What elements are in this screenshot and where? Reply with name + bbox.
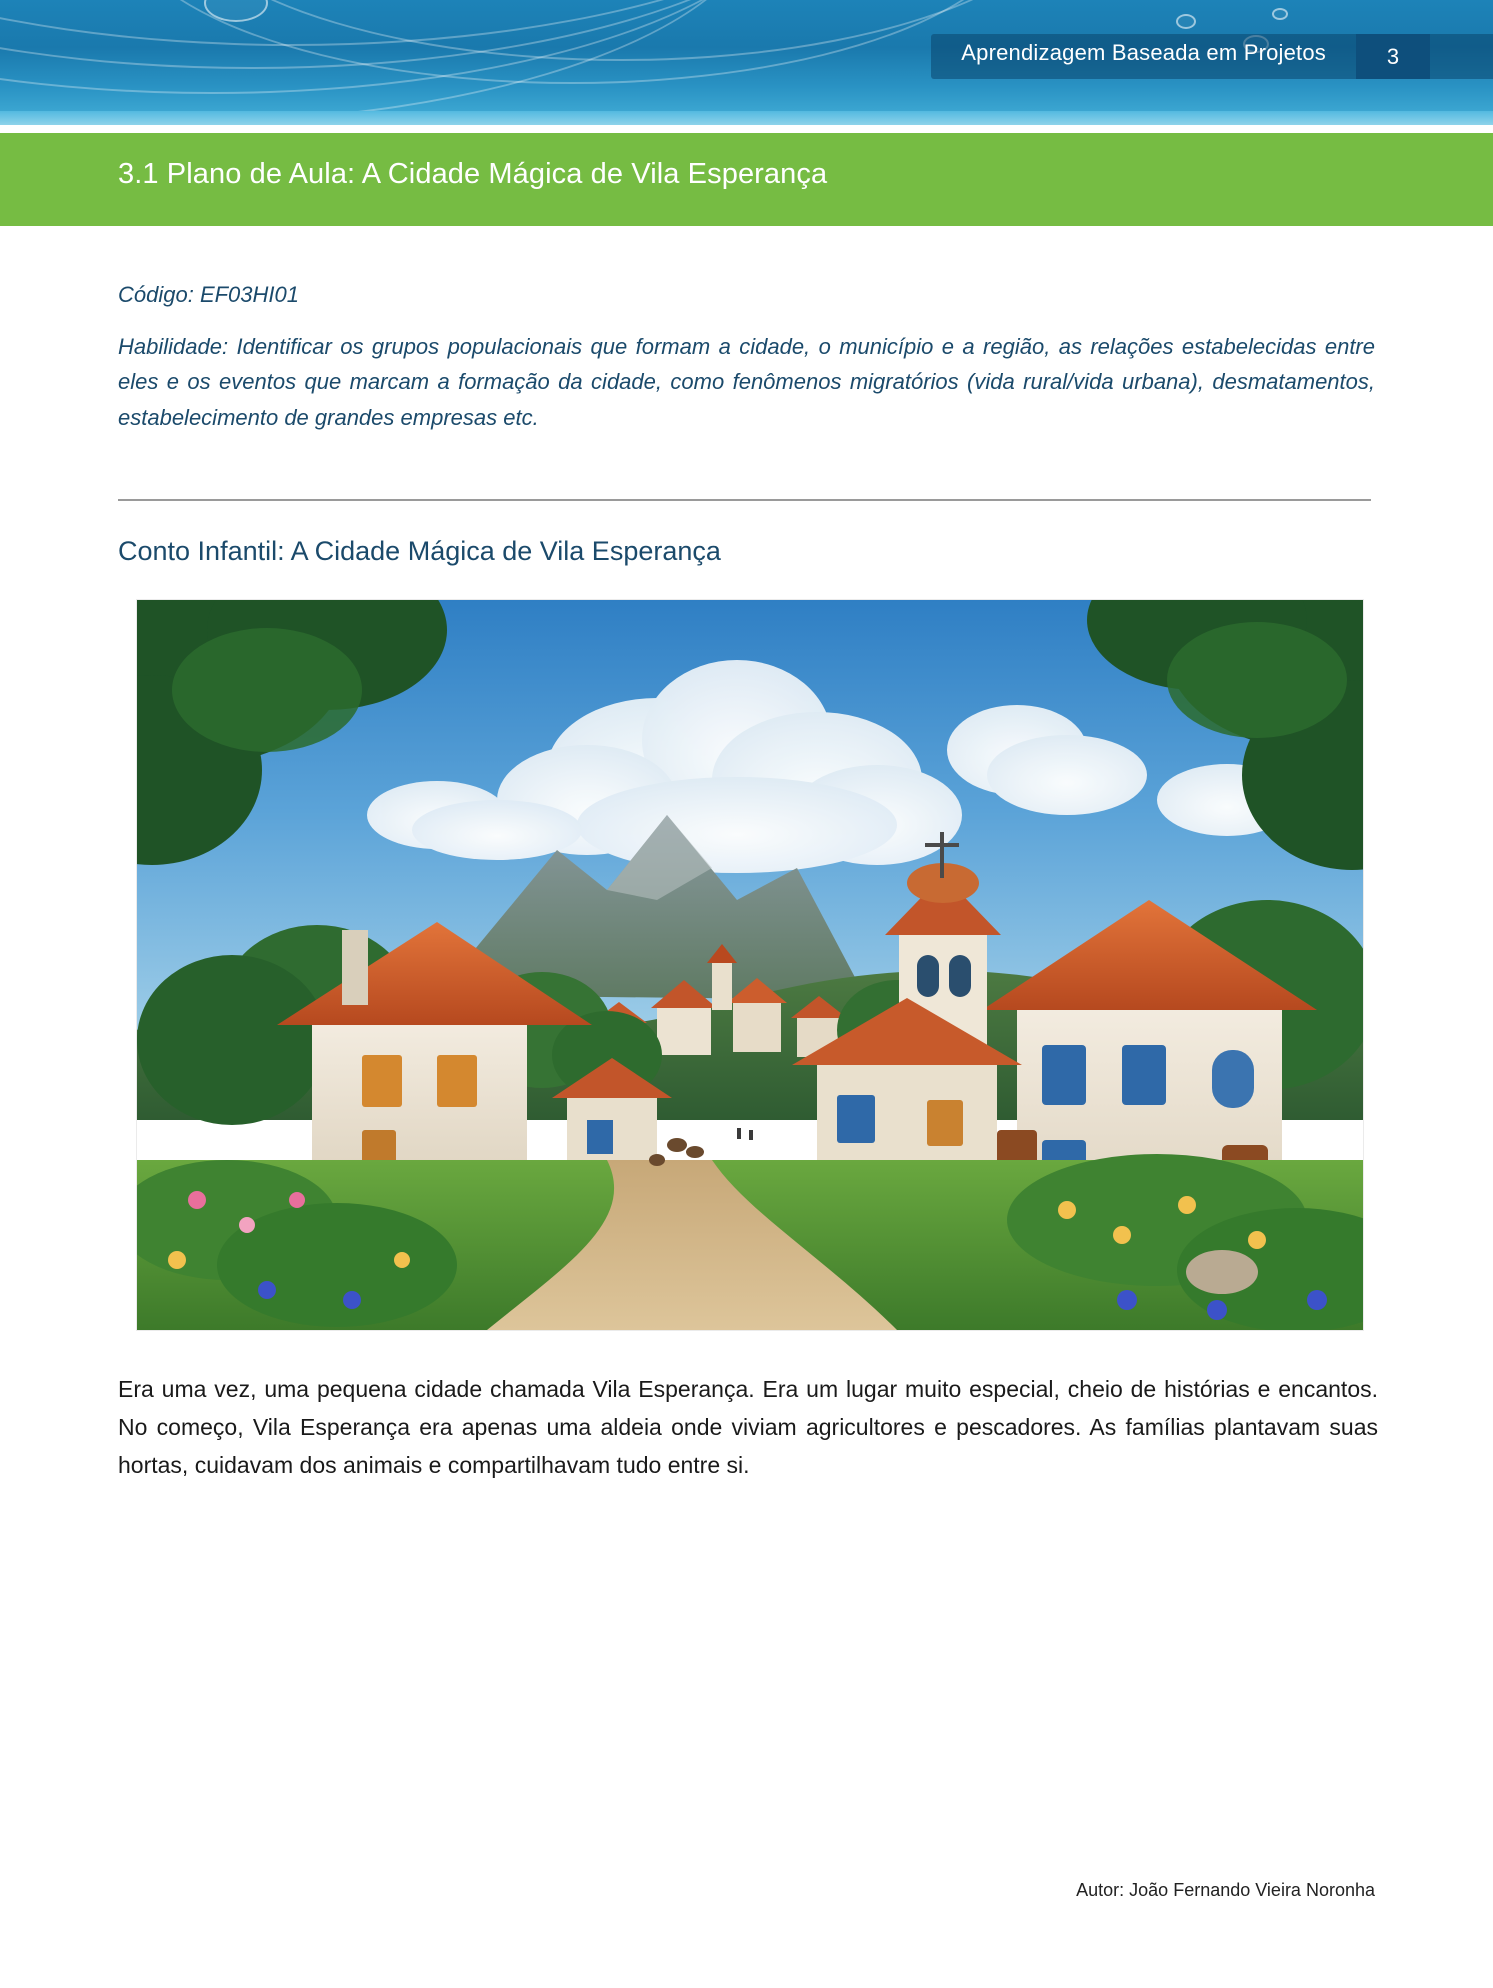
page-number: 3 bbox=[1386, 43, 1400, 69]
page-number-badge bbox=[1356, 34, 1430, 79]
story-paragraph: Era uma vez, uma pequena cidade chamada Vila Esperança. Era um lugar muito especial, cheio de histórias e encantos. No começo, Vila Esperança era apenas uma aldeia onde viviam agricultores e pescadores. As famílias plantavam suas hortas, cuidavam dos animais e compartilhavam tudo entre si. bbox=[118, 1376, 1378, 1479]
header-title: Aprendizagem Baseada em Projetos bbox=[961, 40, 1326, 65]
header-bubble-decoration bbox=[1272, 8, 1288, 20]
section-divider bbox=[118, 499, 1371, 501]
bncc-skill-line: Habilidade: Identificar os grupos populacionais que formam a cidade, o município e a região, as relações estabelecidas entre eles e os eventos que marcam a formação da cidade, como fenômenos migratórios (vida rural/vida urbana), desmatamentos, estabelecimento de grandes empresas etc. bbox=[118, 333, 1375, 431]
footer-author: Autor: João Fernando Vieira Noronha bbox=[1076, 1880, 1375, 1900]
header-bottom-strip bbox=[0, 111, 1493, 125]
header-bubble-decoration bbox=[1176, 14, 1196, 29]
section-title-bar bbox=[0, 133, 1493, 226]
bncc-code-line: Código: EF03HI01 bbox=[118, 282, 299, 307]
village-illustration bbox=[137, 600, 1363, 1330]
section-title: 3.1 Plano de Aula: A Cidade Mágica de Vila Esperança bbox=[118, 158, 828, 190]
story-heading: Conto Infantil: A Cidade Mágica de Vila Esperança bbox=[118, 536, 721, 566]
page-header-band bbox=[0, 0, 1493, 125]
metadata-block bbox=[118, 280, 1375, 436]
